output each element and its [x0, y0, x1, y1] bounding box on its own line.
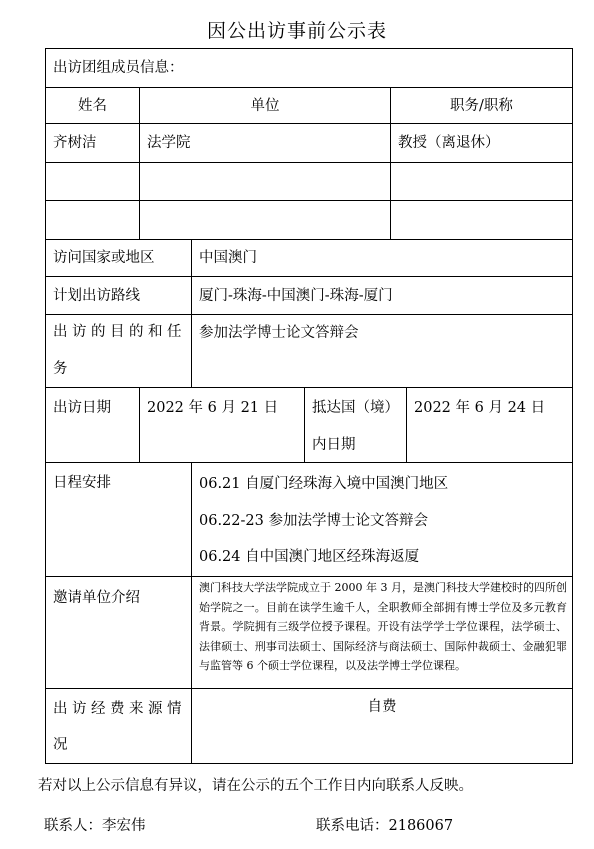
inviter-description: 澳门科技大学法学院成立于 2000 年 3 月，是澳门科技大学建校时的四所创始学院之一。目前在读学生逾千人，全职教师全部拥有博士学位及多元教育背景。学院拥有三级学位授予课程。开设有法学学士学位课程，法学硕士、法律硕士、刑事司法硕士、国际经济与商法硕士、国际仲裁硕士、金融犯罪与监管等 6 个硕士学位课程，以及法学博士学位课程。 — [191, 576, 573, 689]
country-label: 访问国家或地区 — [45, 239, 192, 277]
schedule-item: 06.24 自中国澳门地区经珠海返厦 — [199, 549, 420, 565]
member-name — [45, 200, 140, 240]
member-position — [390, 162, 573, 201]
member-position: 教授（离退休） — [390, 123, 573, 163]
members-header-label: 出访团组成员信息： — [53, 60, 184, 76]
members-header — [45, 48, 573, 88]
arrive-date-label: 抵达国（境） 内日期 — [304, 387, 407, 463]
page-title: 因公出访事前公示表 — [206, 20, 387, 42]
inviter-label: 邀请单位介绍 — [45, 576, 192, 689]
route-label: 计划出访路线 — [45, 276, 192, 315]
contact-phone: 联系电话：2186067 — [316, 818, 454, 834]
schedule-item: 06.22-23 参加法学博士论文答辩会 — [199, 512, 428, 529]
member-name — [45, 162, 140, 201]
contact-person: 联系人：李宏伟 — [44, 818, 146, 834]
schedule-label: 日程安排 — [45, 462, 192, 577]
schedule-item: 06.21 自厦门经珠海入境中国澳门地区 — [199, 476, 449, 492]
member-unit — [139, 162, 391, 201]
column-header-name: 姓名 — [45, 87, 140, 124]
member-unit — [139, 200, 391, 240]
member-name: 齐树洁 — [45, 123, 140, 163]
column-header-position: 职务/职称 — [390, 87, 573, 124]
column-header-unit: 单位 — [139, 87, 391, 124]
route-value: 厦门-珠海-中国澳门-珠海-厦门 — [191, 276, 573, 315]
member-unit: 法学院 — [139, 123, 391, 163]
depart-date-value: 2022 年 6 月 21 日 — [139, 387, 305, 463]
purpose-label: 出访的目的和任 务 — [45, 314, 192, 388]
funding-label: 出访经费来源情 况 — [45, 688, 192, 764]
arrive-date-value: 2022 年 6 月 24 日 — [406, 387, 573, 463]
purpose-value: 参加法学博士论文答辩会 — [191, 314, 573, 388]
country-value: 中国澳门 — [191, 239, 573, 277]
objection-notice: 若对以上公示信息有异议，请在公示的五个工作日内向联系人反映。 — [38, 778, 473, 794]
schedule-list — [191, 462, 573, 577]
depart-date-label: 出访日期 — [45, 387, 140, 463]
funding-value: 自费 — [191, 688, 573, 764]
member-position — [390, 200, 573, 240]
